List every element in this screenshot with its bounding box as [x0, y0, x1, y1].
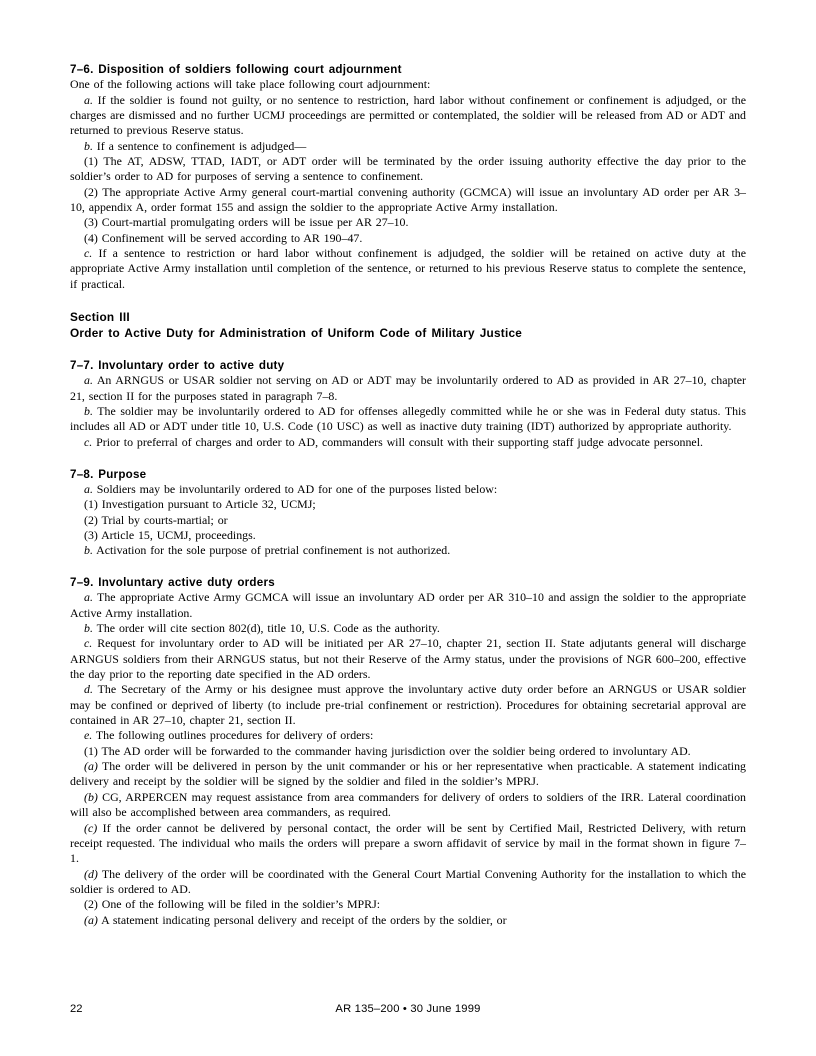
paragraph-7-9-e-1-c [70, 821, 746, 867]
list-marker-a: a. [84, 590, 93, 605]
heading-7-6: 7–6. Disposition of soldiers following court adjournment [70, 63, 402, 76]
paragraph-7-7-b [70, 404, 746, 435]
paragraph-7-9-e-2-a-text: A statement indicating personal delivery and receipt of the orders by the soldier, or [97, 912, 507, 927]
list-marker-b: b. [84, 621, 93, 636]
footer-document-reference: AR 135–200 • 30 June 1999 [335, 1003, 481, 1015]
list-marker-b: b. [84, 138, 93, 153]
paragraph-7-7-b-text: The soldier may be involuntarily ordered to AD for offenses allegedly committed while he or she was in Federal duty status. This includes all AD or ADT under title 10, U.S. Code (10 USC) as well as inactive duty training (IDT) authorized by appropriate authority. [70, 404, 746, 434]
list-marker-a: a. [84, 481, 93, 496]
list-marker-c: c. [84, 636, 93, 651]
paragraph-7-6-c-text: If a sentence to restriction or hard labor without confinement is adjudged, the soldier will be retained on active duty at the appropriate Active Army installation until completion of the sentence, or returned to his previous Reserve status to complete the sentence, if practical. [70, 246, 746, 291]
paragraph-7-9-d-text: The Secretary of the Army or his designee must approve the involuntary active duty order before an ARNGUS or USAR soldier may be confined or deprived of liberty (to include pre-trial confinement or restriction). Procedures for obtaining secretarial approval are contained in AR 27–10, chapter 21, section II. [70, 682, 746, 728]
list-marker-e: e. [84, 728, 93, 743]
paragraph-7-9-b-text: The order will cite section 802(d), title 10, U.S. Code as the authority. [92, 621, 440, 636]
list-marker-c-paren: (c) [84, 820, 98, 835]
paragraph-7-8-b [70, 543, 746, 558]
list-marker-b-paren: (b) [84, 789, 98, 804]
paragraph-7-9-e-1-d [70, 867, 746, 898]
paragraph-7-8-a-3: (3) Article 15, UCMJ, proceedings. [84, 527, 256, 542]
list-marker-d-paren: (d) [84, 866, 98, 881]
paragraph-7-6-b-4: (4) Confinement will be served according to AR 190–47. [84, 230, 363, 245]
paragraph-7-9-e-1-c-text: If the order cannot be delivered by personal contact, the order will be sent by Certified Mail, Restricted Delivery, with return receipt requested. The individual who mails the orders will prepare a sworn affidavit of service by mail in the format shown in figure 7–1. [70, 820, 746, 866]
paragraph-7-7-a [70, 373, 746, 404]
heading-7-8: 7–8. Purpose [70, 467, 147, 481]
paragraph-7-9-b [70, 621, 746, 636]
paragraph-7-6-b-1: (1) The AT, ADSW, TTAD, IADT, or ADT order will be terminated by the order issuing authority effective the day prior to the soldier’s order to AD for purposes of serving a sentence to confinement. [70, 154, 746, 184]
list-marker-a: a. [84, 92, 93, 107]
paragraph-7-9-e-text: The following outlines procedures for delivery of orders: [92, 728, 374, 743]
paragraph-7-6-a [70, 93, 746, 139]
paragraph-7-8-a-text: Soldiers may be involuntarily ordered to AD for one of the purposes listed below: [92, 481, 498, 496]
paragraph-7-9-e [70, 728, 746, 743]
paragraph-7-7-c-text: Prior to preferral of charges and order to AD, commanders will consult with their supporting staff judge advocate personnel. [92, 434, 703, 449]
list-marker-b: b. [84, 543, 93, 558]
paragraph-7-9-a [70, 590, 746, 621]
paragraph-7-6-b-3: (3) Court-martial promulgating orders will be issue per AR 27–10. [84, 215, 409, 230]
paragraph-7-8-a-1: (1) Investigation pursuant to Article 32, UCMJ; [84, 497, 316, 512]
list-marker-a: a. [84, 373, 93, 388]
paragraph-7-6-c [70, 246, 746, 292]
footer-page-number: 22 [70, 1003, 83, 1015]
paragraph-7-6-b-2: (2) The appropriate Active Army general court-martial convening authority (GCMCA) will issue an involuntary AD order per AR 3–10, appendix A, order format 155 and assign the soldier to the appropriate Active Army installation. [70, 184, 746, 215]
paragraph-7-9-e-1-a [70, 759, 746, 790]
paragraph-7-9-c [70, 636, 746, 682]
list-marker-d: d. [84, 682, 93, 697]
paragraph-7-9-e-1-d-text: The delivery of the order will be coordinated with the General Court Martial Convening Authority for the installation to which the soldier is ordered to AD. [70, 866, 746, 896]
list-marker-b: b. [84, 404, 93, 418]
paragraph-7-6-b-text: If a sentence to confinement is adjudged— [92, 138, 307, 153]
paragraph-7-9-e-1: (1) The AD order will be forwarded to the commander having jurisdiction over the soldier being ordered to involuntary AD. [84, 743, 691, 758]
paragraph-7-6-a-text: If the soldier is found not guilty, or no sentence to restriction, hard labor without confinement or confinement is adjudged, or the charges are dismissed and no further UCMJ proceedings are permitted or contemplated, the soldier will be released from AD or ADT and returned to previous Reserve status. [70, 92, 746, 138]
paragraph-7-6-intro: One of the following actions will take place following court adjournment: [70, 77, 431, 92]
paragraph-7-9-e-2: (2) One of the following will be filed in the soldier’s MPRJ: [84, 897, 381, 912]
paragraph-7-9-e-1-b-text: CG, ARPERCEN may request assistance from area commanders for delivery of orders to soldiers of the IRR. Lateral coordination will also be accomplished between area commanders, as required. [70, 789, 746, 820]
paragraph-7-8-b-text: Activation for the sole purpose of pretrial confinement is not authorized. [92, 543, 451, 558]
heading-7-7: 7–7. Involuntary order to active duty [70, 359, 285, 373]
section-label: Section III [70, 310, 130, 325]
paragraph-7-7-a-text: An ARNGUS or USAR soldier not serving on AD or ADT may be involuntarily ordered to AD as provided in AR 27–10, chapter 21, section II for the purposes stated in paragraph 7–8. [70, 373, 746, 403]
paragraph-7-9-a-text: The appropriate Active Army GCMCA will issue an involuntary AD order per AR 310–10 and assign the soldier to the appropriate Active Army installation. [70, 590, 746, 620]
section-title: Order to Active Duty for Administration of Uniform Code of Military Justice [70, 326, 523, 341]
paragraph-7-7-c [70, 435, 746, 450]
paragraph-7-8-a-2: (2) Trial by courts-martial; or [84, 512, 228, 527]
paragraph-7-8-a [70, 482, 746, 497]
heading-7-9: 7–9. Involuntary active duty orders [70, 576, 275, 590]
list-marker-a-paren: (a) [84, 912, 98, 927]
paragraph-7-9-e-2-a [70, 913, 746, 928]
page-body [70, 62, 746, 928]
paragraph-7-9-c-text: Request for involuntary order to AD will be initiated per AR 27–10, chapter 21, section II. State adjutants general will discharge ARNGUS soldiers from their ARNGUS status, but not their Reserve of the Army status, under the provisions of NGR 600–200, effective the day prior to the reporting date specified in the AD orders. [70, 636, 746, 682]
list-marker-c: c. [84, 246, 93, 261]
page-footer [70, 1001, 746, 1017]
paragraph-7-9-d [70, 682, 746, 728]
paragraph-7-6-b [70, 139, 746, 154]
paragraph-7-9-e-1-a-text: The order will be delivered in person by the unit commander or his or her representative when practicable. A statement indicating delivery and receipt by the soldier will be signed by the soldier and filed in the soldier’s MPRJ. [70, 759, 746, 789]
list-marker-c: c. [84, 434, 93, 449]
list-marker-a-paren: (a) [84, 759, 98, 774]
paragraph-7-9-e-1-b [70, 790, 746, 821]
